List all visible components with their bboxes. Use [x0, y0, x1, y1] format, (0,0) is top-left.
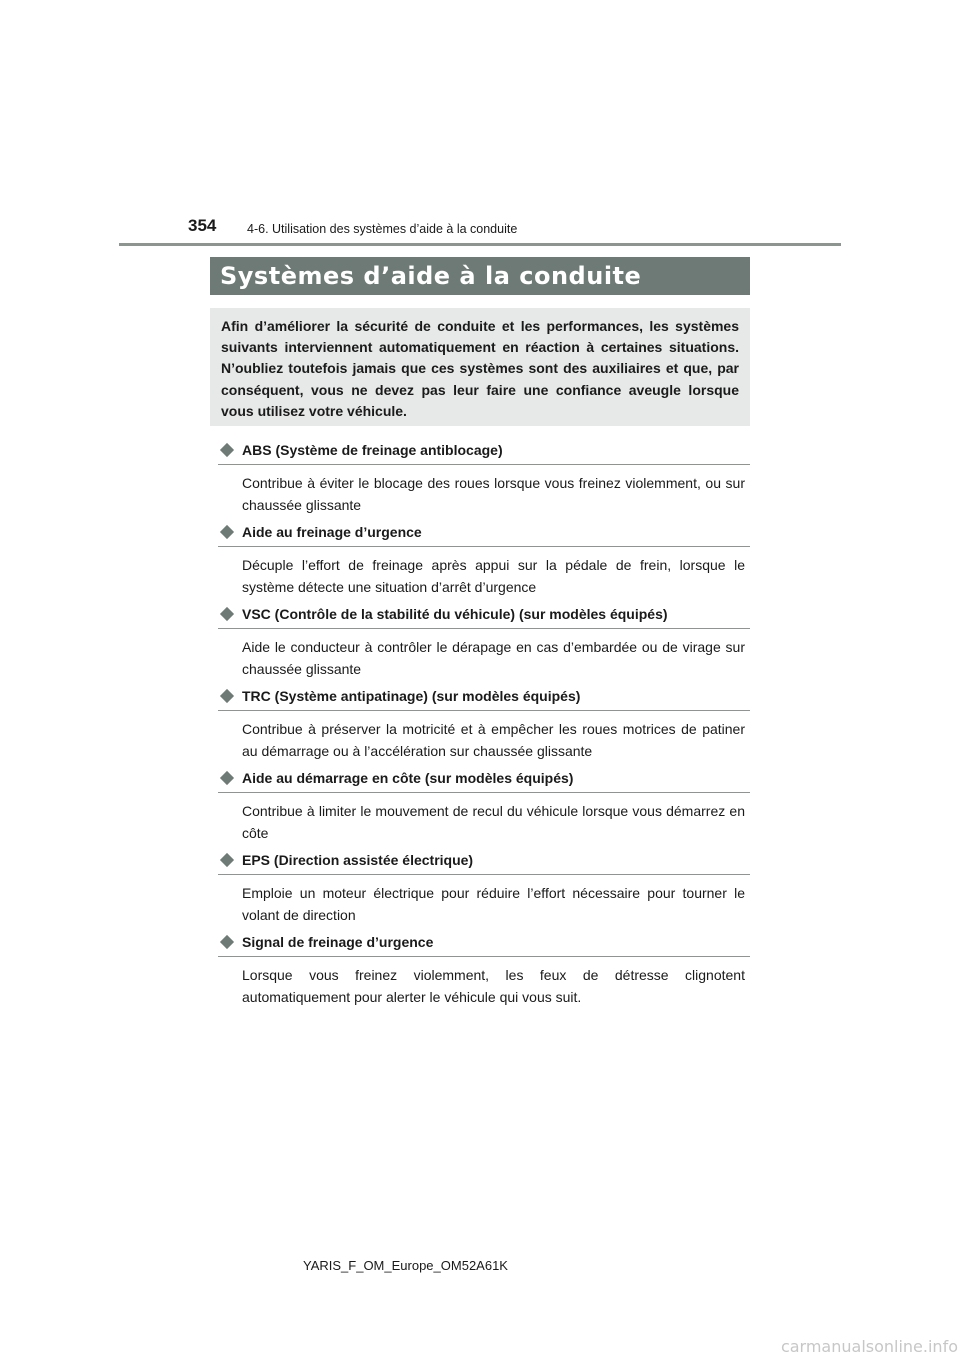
- feature-item: [218, 931, 750, 1008]
- watermark: carmanualsonline.info: [780, 1337, 958, 1356]
- feature-heading: [218, 931, 750, 957]
- intro-text: Afin d’améliorer la sécurité de conduite et les performances, les systèmes suivants interviennent automatiquement en réaction à certaines situations. N’oubliez toutefois jamais que ces systèmes sont des auxiliaires et que, par conséquent, vous ne devez pas leur faire une confiance aveugle lorsque vous utilisez votre véhicule.: [221, 318, 739, 419]
- feature-heading: [218, 521, 750, 547]
- page-number: 354: [188, 216, 217, 235]
- section-title: Systèmes d’aide à la conduite: [220, 262, 642, 290]
- feature-description: Contribue à éviter le blocage des roues lorsque vous freinez violemment, ou sur chaussée glissante: [242, 475, 745, 513]
- diamond-bullet-icon: [218, 687, 236, 705]
- feature-item: [218, 767, 750, 844]
- feature-heading: [218, 849, 750, 875]
- feature-description: Emploie un moteur électrique pour réduire l’effort nécessaire pour tourner le volant de direction: [242, 885, 745, 923]
- feature-heading: [218, 767, 750, 793]
- feature-title: VSC (Contrôle de la stabilité du véhicule) (sur modèles équipés): [242, 606, 668, 622]
- header-rule: [119, 243, 841, 246]
- feature-heading: [218, 439, 750, 465]
- feature-title: TRC (Système antipatinage) (sur modèles équipés): [242, 688, 581, 704]
- feature-item: [218, 849, 750, 926]
- chapter-title: 4-6. Utilisation des systèmes d’aide à la conduite: [247, 222, 518, 236]
- feature-description: Lorsque vous freinez violemment, les feux de détresse clignotent automatiquement pour alerter le véhicule qui vous suit.: [242, 967, 745, 1005]
- diamond-bullet-icon: [218, 769, 236, 787]
- intro-box: [210, 308, 750, 426]
- feature-item: [218, 439, 750, 516]
- feature-description: Contribue à limiter le mouvement de recul du véhicule lorsque vous démarrez en côte: [242, 803, 745, 841]
- diamond-bullet-icon: [218, 933, 236, 951]
- feature-description: Contribue à préserver la motricité et à empêcher les roues motrices de patiner au démarrage ou à l’accélération sur chaussée glissante: [242, 721, 745, 759]
- feature-title: EPS (Direction assistée électrique): [242, 852, 474, 868]
- diamond-bullet-icon: [218, 523, 236, 541]
- feature-description: Aide le conducteur à contrôler le dérapage en cas d’embardée ou de virage sur chaussée glissante: [242, 639, 745, 677]
- feature-heading: [218, 685, 750, 711]
- feature-item: [218, 685, 750, 762]
- feature-item: [218, 603, 750, 680]
- footer-code: YARIS_F_OM_Europe_OM52A61K: [303, 1258, 508, 1273]
- diamond-bullet-icon: [218, 441, 236, 459]
- feature-heading: [218, 603, 750, 629]
- feature-title: ABS (Système de freinage antiblocage): [242, 442, 503, 458]
- section-banner: [210, 257, 750, 295]
- feature-description: Décuple l’effort de freinage après appui sur la pédale de frein, lorsque le système détecte une situation d’arrêt d’urgence: [242, 557, 745, 595]
- feature-title: Signal de freinage d’urgence: [242, 934, 434, 950]
- feature-title: Aide au freinage d’urgence: [242, 524, 422, 540]
- feature-item: [218, 521, 750, 598]
- diamond-bullet-icon: [218, 605, 236, 623]
- feature-title: Aide au démarrage en côte (sur modèles équipés): [242, 770, 574, 786]
- diamond-bullet-icon: [218, 851, 236, 869]
